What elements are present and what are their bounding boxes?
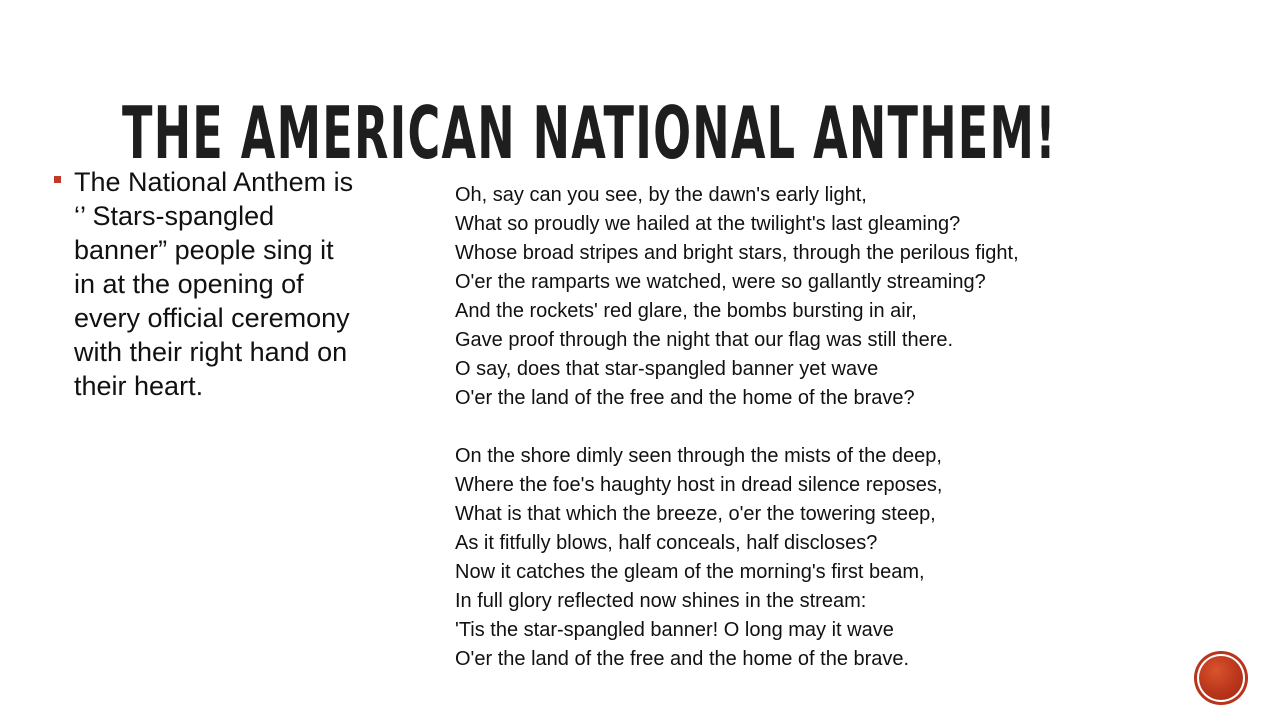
lyric-line: Now it catches the gleam of the morning's first beam,	[455, 561, 925, 583]
lyric-line: Gave proof through the night that our flag was still there.	[455, 329, 954, 351]
lyric-line: O'er the land of the free and the home of the brave.	[455, 648, 910, 670]
lyric-line: O'er the land of the free and the home of the brave?	[455, 387, 915, 409]
bullet-text: The National Anthem is ‘’ Stars-spangled banner” people sing it in at the opening of every official ceremony with their right hand on their heart.	[74, 167, 354, 401]
lyric-line: On the shore dimly seen through the mists of the deep,	[455, 445, 942, 467]
lyric-line: As it fitfully blows, half conceals, half discloses?	[455, 532, 878, 554]
lyrics-block	[455, 181, 1215, 674]
lyric-line: O'er the ramparts we watched, were so gallantly streaming?	[455, 271, 986, 293]
circle-nav-icon[interactable]	[1197, 654, 1245, 702]
lyric-line: O say, does that star-spangled banner yet wave	[455, 358, 879, 380]
lyric-line: Oh, say can you see, by the dawn's early light,	[455, 184, 867, 206]
lyric-line: What is that which the breeze, o'er the towering steep,	[455, 503, 936, 525]
lyric-line: In full glory reflected now shines in the stream:	[455, 590, 867, 612]
bullet-marker-icon	[54, 176, 61, 183]
lyric-line: 'Tis the star-spangled banner! O long may it wave	[455, 619, 894, 641]
slide-title: THE AMERICAN NATIONAL ANTHEM!	[122, 91, 1057, 175]
lyric-line: Where the foe's haughty host in dread silence reposes,	[455, 474, 943, 496]
lyric-line: And the rockets' red glare, the bombs bursting in air,	[455, 300, 917, 322]
lyric-line: Whose broad stripes and bright stars, through the perilous fight,	[455, 242, 1019, 264]
verse-gap	[455, 413, 1215, 442]
lyric-line: What so proudly we hailed at the twilight's last gleaming?	[455, 213, 961, 235]
